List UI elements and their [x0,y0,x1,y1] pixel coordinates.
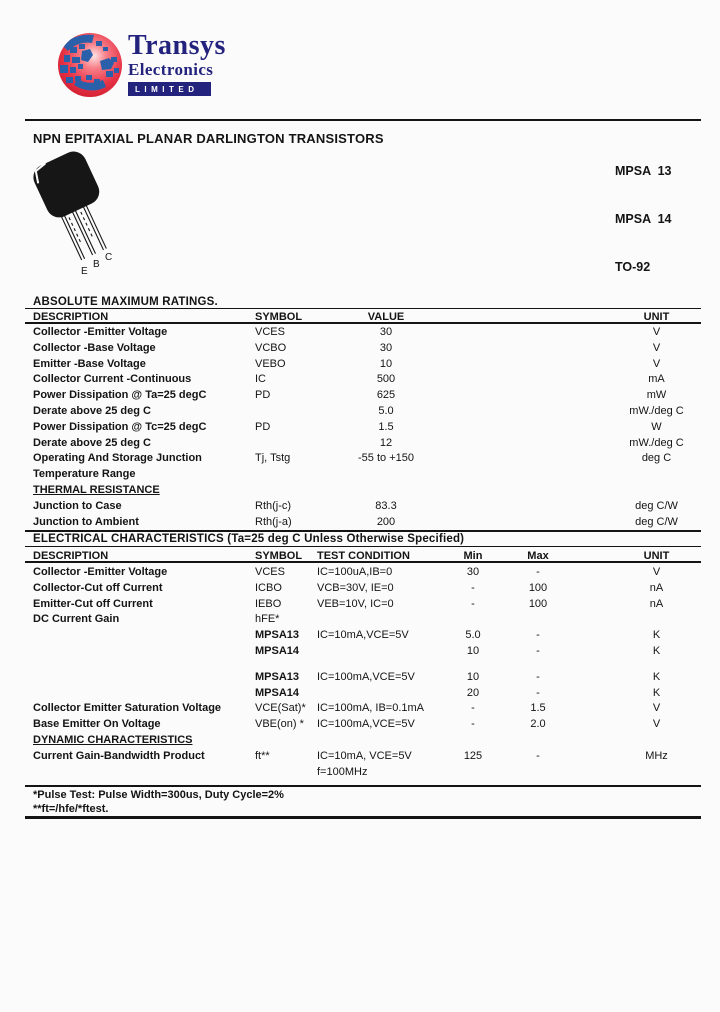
table-cell [565,628,612,644]
footnote-ft: **ft=/hfe/*ftest. [33,803,109,815]
table-cell: V [652,326,661,338]
table-cell: Junction to Ambient [33,515,139,528]
column-header-unit: UNIT [643,311,670,323]
column-header-description: DESCRIPTION [33,550,109,562]
table-cell: mW./deg C [629,436,684,449]
table-cell: ICBO [255,581,282,594]
pin-label-b: B [93,259,100,270]
table-cell [511,765,565,781]
pin-label-c: C [105,252,113,263]
rule-ec-top [25,546,701,547]
table-cell [435,612,511,628]
table-cell [455,467,612,483]
table-cell: VCBO [255,341,287,354]
table-cell: ft** [255,749,270,762]
table-cell: nA [649,581,664,594]
table-subheading: DYNAMIC CHARACTERISTICS [33,733,193,746]
table-cell: Power Dissipation @ Ta=25 degC [33,389,207,402]
table-cell: Junction to Case [33,499,122,512]
table-cell: IEBO [255,597,282,610]
table-cell: Collector -Emitter Voltage [33,326,168,338]
table-cell: IC=100mA,VCE=5V [317,718,415,731]
column-header-min: Min [463,550,483,562]
table-gap-row [25,660,701,670]
table-cell: IC=10mA, VCE=5V [317,749,412,762]
table-cell: IC=10mA,VCE=5V [317,629,409,642]
company-name: Transys [128,30,226,61]
table-cell [317,467,455,483]
table-cell: Emitter -Base Voltage [33,357,146,370]
table-cell [25,628,255,644]
table-cell: 30 [379,326,393,338]
table-row [25,515,701,531]
table-cell: - [471,702,475,715]
column-header-value: VALUE [367,311,405,323]
table-row [25,420,701,436]
table-cell: - [536,644,540,657]
table-cell: - [471,597,475,610]
table-row [25,597,701,613]
table-row [25,612,701,628]
table-cell: PD [255,420,271,433]
table-cell: VCES [255,326,285,338]
table-cell [565,612,612,628]
table-cell: K [652,629,661,642]
table-cell [455,420,612,436]
table-cell: Operating And Storage Junction [33,452,202,465]
globe-logo-icon [56,31,124,104]
table-cell [255,436,317,452]
table-cell: 30 [379,341,393,354]
column-header-symbol: SYMBOL [255,311,303,323]
table-cell: 125 [463,749,483,762]
part-number: TO-92 [615,260,651,274]
table-cell: Rth(j-c) [255,499,292,512]
page-title: NPN EPITAXIAL PLANAR DARLINGTON TRANSISTORS [33,131,384,146]
table-cell: V [652,341,661,354]
abs-max-header-row [25,310,701,326]
table-cell: deg C/W [635,515,678,528]
table-cell: IC=100mA,VCE=5V [317,670,415,683]
table-cell: - [536,670,540,683]
table-row [25,701,701,717]
table-row [25,581,701,597]
table-row [25,670,701,686]
table-cell: Collector-Cut off Current [33,581,163,594]
table-cell: Emitter-Cut off Current [33,597,153,610]
table-cell [455,404,612,420]
table-row [25,628,701,644]
table-cell: 1.5 [378,420,394,433]
table-subheading: THERMAL RESISTANCE [33,483,160,496]
table-cell: - [471,581,475,594]
table-cell: MPSA13 [255,629,300,642]
table-cell [317,612,435,628]
table-cell: IC=100uA,IB=0 [317,566,393,578]
column-header-test-condition: TEST CONDITION [317,550,410,562]
table-cell: Temperature Range [33,468,136,481]
to92-package-drawing [10,146,160,291]
table-cell [255,467,317,483]
column-spacer [455,310,612,326]
table-cell: VEB=10V, IC=0 [317,597,394,610]
table-cell: f=100MHz [317,765,368,778]
table-cell [255,404,317,420]
rule-page-bottom [25,816,701,819]
table-cell [565,644,612,660]
table-row [25,325,701,341]
electrical-header-row [25,549,701,565]
table-cell: Base Emitter On Voltage [33,718,161,731]
abs-max-table [25,325,701,530]
table-row [25,357,701,373]
table-cell [317,686,435,702]
table-row [25,451,701,467]
table-cell: VCE(Sat)* [255,702,306,715]
table-cell [612,467,701,483]
table-cell [317,644,435,660]
rule-ec-bottom [25,785,701,787]
table-cell: DC Current Gain [33,613,120,626]
table-cell: - [536,686,540,699]
table-cell: K [652,686,661,699]
column-header-symbol: SYMBOL [255,550,303,562]
table-cell: Current Gain-Bandwidth Product [33,749,205,762]
table-cell [455,372,612,388]
table-cell [455,388,612,404]
table-cell: - [471,718,475,731]
table-cell: Tj, Tstg [255,452,291,465]
electrical-heading: ELECTRICAL CHARACTERISTICS (Ta=25 deg C Unless Otherwise Specified) [33,533,465,545]
table-cell: W [651,420,662,433]
table-cell: nA [649,597,664,610]
table-cell [455,499,612,515]
abs-max-heading: ABSOLUTE MAXIMUM RATINGS. [33,296,218,308]
table-cell [435,765,511,781]
table-cell [612,765,701,781]
table-cell: 10 [379,357,393,370]
table-cell: MHz [645,749,668,762]
table-row [25,341,701,357]
table-cell: 200 [376,515,396,528]
table-cell: V [652,357,661,370]
table-cell: mA [648,373,665,386]
table-cell: 1.5 [530,702,546,715]
table-cell [455,515,612,531]
table-cell: MPSA13 [255,670,300,683]
table-cell [455,325,612,341]
table-cell: Rth(j-a) [255,515,292,528]
table-cell [455,357,612,373]
table-cell: MPSA14 [255,644,300,657]
table-cell [455,341,612,357]
table-cell [565,717,612,733]
table-cell: VCES [255,566,285,578]
table-cell [25,644,255,660]
table-row [25,749,701,765]
company-division: Electronics [128,60,214,79]
table-cell: V [652,702,661,715]
table-row [25,436,701,452]
table-cell: 500 [376,373,396,386]
table-cell: 5.0 [378,404,394,417]
table-row [25,372,701,388]
table-cell: VCB=30V, IE=0 [317,581,394,594]
table-row [25,765,701,781]
table-cell: Collector Current -Continuous [33,373,192,386]
table-cell [565,765,612,781]
table-cell: - [536,629,540,642]
table-row [25,499,701,515]
company-tagline-limited: LIMITED [128,82,211,96]
table-cell [565,686,612,702]
table-cell [565,581,612,597]
table-cell [455,451,612,467]
table-cell: IC [255,373,266,386]
table-cell [565,749,612,765]
column-header-max: Max [527,550,549,562]
table-cell [511,612,565,628]
table-row [25,404,701,420]
table-cell [455,436,612,452]
table-cell: -55 to +150 [358,452,414,465]
table-cell: 2.0 [530,718,546,731]
table-cell: 20 [466,686,480,699]
table-cell: - [536,566,540,578]
table-cell [565,670,612,686]
table-cell: 100 [528,581,548,594]
table-cell: 625 [376,389,396,402]
table-cell: deg C [641,452,672,465]
pin-label-e: E [81,266,88,277]
table-cell: 83.3 [375,499,397,512]
table-cell: mW./deg C [629,404,684,417]
table-cell: Derate above 25 deg C [33,436,151,449]
table-cell: V [652,718,661,731]
table-row [25,717,701,733]
table-cell [612,612,701,628]
table-cell: 10 [466,644,480,657]
table-row [25,686,701,702]
table-cell: 10 [466,670,480,683]
table-cell: - [536,749,540,762]
table-cell: mW [646,389,667,402]
table-cell: PD [255,389,271,402]
table-cell: 5.0 [465,629,481,642]
table-row [25,388,701,404]
table-cell: deg C/W [635,499,678,512]
table-cell: V [652,566,661,578]
rule-amr-top [25,308,701,309]
table-cell: K [652,644,661,657]
table-row [25,565,701,581]
table-cell [25,765,255,781]
part-number: MPSA 13 [615,164,672,178]
table-cell: Derate above 25 deg C [33,404,151,417]
part-number-list [615,131,672,307]
table-cell: 12 [379,436,393,449]
footnote-pulse-test: *Pulse Test: Pulse Width=300us, Duty Cycle=2% [33,789,284,801]
part-number: MPSA 14 [615,212,672,226]
electrical-table [25,565,701,780]
logo-text-block [128,32,226,96]
table-cell: IC=100mA, IB=0.1mA [317,702,424,715]
table-cell: K [652,670,661,683]
table-cell: 100 [528,597,548,610]
table-row [25,644,701,660]
table-cell: Collector -Emitter Voltage [33,566,168,578]
table-cell [25,686,255,702]
table-cell: Collector Emitter Saturation Voltage [33,702,222,715]
rule-header [25,119,701,121]
table-row [25,467,701,483]
table-cell: VBE(on) * [255,718,304,731]
table-cell: 30 [466,566,480,578]
table-cell [565,701,612,717]
column-header-unit: UNIT [643,550,670,562]
column-header-description: DESCRIPTION [33,311,109,323]
table-cell [25,670,255,686]
table-cell: MPSA14 [255,686,300,699]
table-cell [565,597,612,613]
table-cell: hFE* [255,613,280,626]
table-cell: Power Dissipation @ Tc=25 degC [33,420,207,433]
table-cell [565,565,612,581]
table-cell: VEBO [255,357,286,370]
column-spacer [565,549,612,565]
table-cell [255,765,317,781]
table-cell: Collector -Base Voltage [33,341,156,354]
